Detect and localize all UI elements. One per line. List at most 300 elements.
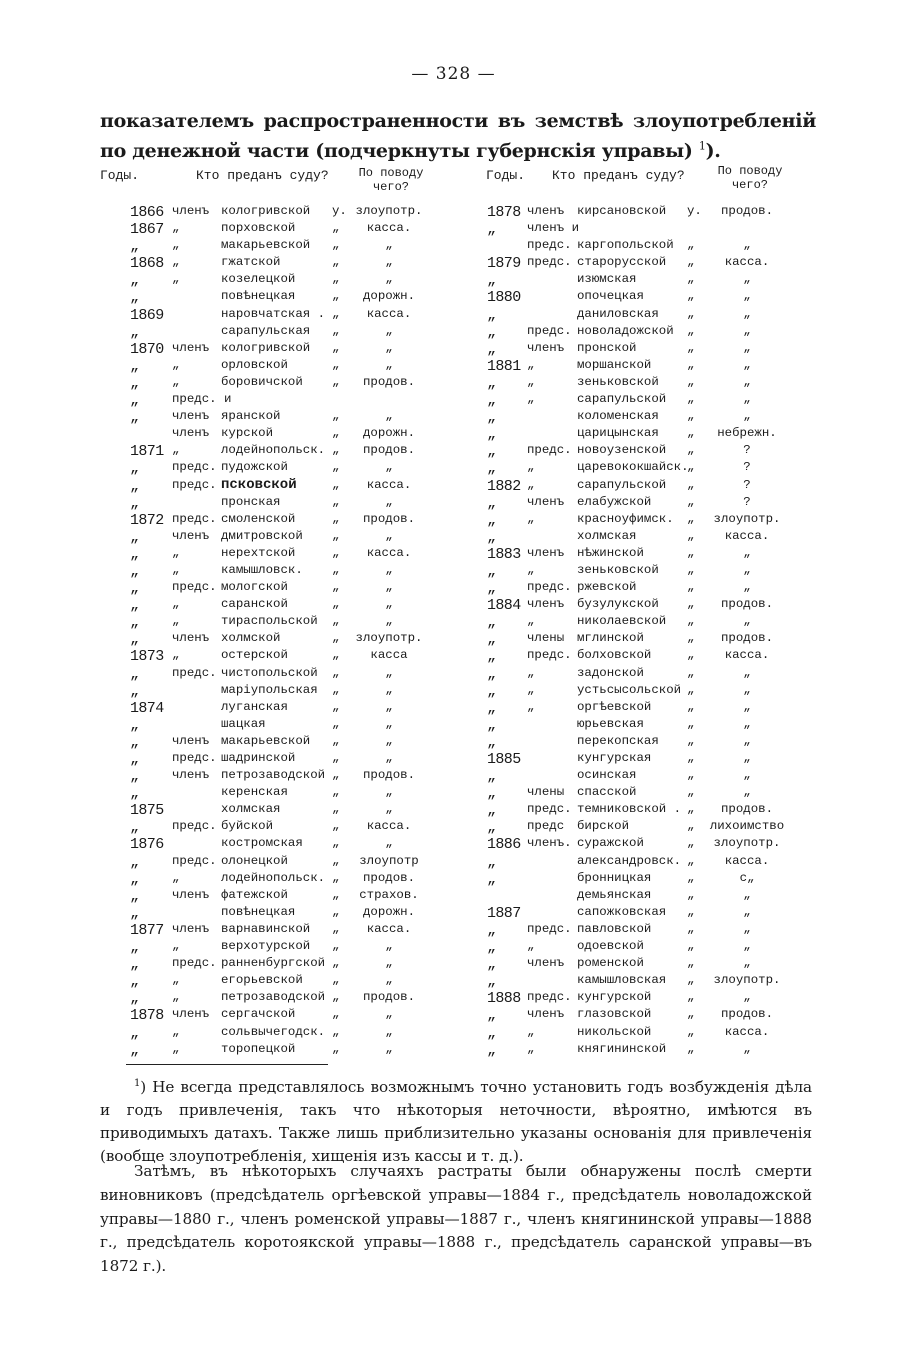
district-mark-cell: „ — [332, 511, 340, 526]
role-cell: членъ и — [527, 221, 580, 236]
district-mark-cell: „ — [687, 426, 695, 441]
place-cell: курской — [221, 426, 274, 441]
year-cell: 1880 — [487, 289, 521, 307]
year-cell: „ — [130, 494, 139, 512]
year-cell: „ — [130, 323, 139, 341]
place-cell: сарапульской — [577, 477, 667, 492]
role-cell: „ — [172, 939, 180, 954]
reason-cell: „ — [385, 1007, 393, 1022]
role-cell: предс. — [172, 580, 217, 595]
reason-cell: злоупотр. — [713, 973, 781, 988]
reason-cell: продов. — [720, 1007, 774, 1022]
reason-cell: „ — [385, 956, 393, 971]
year-cell: „ — [487, 682, 496, 700]
place-cell: кологривской — [221, 340, 311, 355]
year-cell: „ — [130, 460, 139, 478]
year-cell: „ — [130, 853, 139, 871]
role-cell: предс. — [527, 648, 572, 663]
table-row — [0, 374, 453, 391]
table-row — [453, 1024, 907, 1041]
year-cell: „ — [130, 357, 139, 375]
district-mark-cell: „ — [687, 545, 695, 560]
year-cell: „ — [487, 580, 496, 598]
table-row — [453, 254, 907, 271]
reason-cell: „ — [385, 699, 393, 714]
role-cell: членъ — [172, 409, 210, 424]
district-mark-cell: „ — [687, 631, 695, 646]
place-cell: оргѣевской — [577, 699, 652, 714]
district-mark-cell: „ — [332, 921, 340, 936]
district-mark-cell: „ — [332, 716, 340, 731]
place-cell: бирской — [577, 819, 630, 834]
table-row — [453, 733, 907, 750]
year-cell: „ — [487, 426, 496, 444]
role-cell: „ — [172, 357, 180, 372]
place-cell: фатежской — [221, 887, 288, 902]
role-cell: членъ — [527, 597, 565, 612]
district-mark-cell: „ — [332, 426, 340, 441]
role-cell: „ — [172, 973, 180, 988]
year-cell: „ — [487, 716, 496, 734]
role-cell: „ — [527, 939, 535, 954]
year-cell: „ — [130, 562, 139, 580]
district-mark-cell: „ — [687, 272, 695, 287]
reason-cell: „ — [743, 956, 751, 971]
role-cell: предс. — [172, 477, 217, 492]
year-cell: „ — [130, 1041, 139, 1059]
table-row — [453, 562, 907, 579]
place-cell: ржевской — [577, 580, 637, 595]
table-row — [453, 665, 907, 682]
reason-cell: „ — [385, 255, 393, 270]
table-row — [0, 613, 453, 630]
role-cell: предс. — [527, 323, 572, 338]
reason-cell: „ — [385, 494, 393, 509]
left-table — [0, 203, 453, 1058]
reason-cell: дорожн. — [362, 904, 416, 919]
footnote-reference: 1 — [698, 139, 706, 153]
table-row — [0, 699, 453, 716]
table-row — [453, 511, 907, 528]
table-row — [0, 682, 453, 699]
role-cell: членъ — [527, 956, 565, 971]
place-cell: макарьевской — [221, 733, 311, 748]
reason-cell: „ — [743, 323, 751, 338]
intro-text: показателемъ распространенности въ земствѣ злоупотребленій по денежной части (подчеркнуты губернскія управы) — [100, 110, 816, 162]
role-cell: членъ — [172, 1007, 210, 1022]
table-row — [453, 801, 907, 818]
role-cell: предс. — [527, 238, 572, 253]
table-row — [453, 288, 907, 305]
year-cell: 1866 — [130, 204, 164, 221]
place-cell: зеньковской — [577, 562, 659, 577]
reason-cell: ? — [743, 443, 751, 458]
table-row — [453, 340, 907, 357]
place-cell: александровск. — [577, 853, 682, 868]
place-cell: варнавинской — [221, 921, 311, 936]
district-mark-cell: „ — [687, 648, 695, 663]
year-cell: „ — [130, 392, 139, 410]
role-cell: членъ — [172, 340, 210, 355]
table-row — [0, 203, 453, 220]
year-cell: „ — [487, 323, 496, 341]
table-row — [0, 357, 453, 374]
reason-cell: касса. — [724, 853, 770, 868]
role-cell: „ — [527, 699, 535, 714]
table-row — [453, 818, 907, 835]
reason-cell: „ — [385, 323, 393, 338]
table-row — [453, 613, 907, 630]
reason-cell: касса. — [366, 477, 412, 492]
place-cell: темниковской . — [577, 802, 682, 817]
place-cell: суражской — [577, 836, 644, 851]
district-mark-cell: „ — [687, 238, 695, 253]
district-mark-cell: „ — [332, 836, 340, 851]
place-cell: красноуфимск. — [577, 511, 674, 526]
place-cell: порховской — [221, 221, 296, 236]
role-cell: предс. — [172, 751, 217, 765]
reason-cell: злоупотр. — [713, 511, 781, 526]
right-header-reason — [708, 164, 792, 192]
place-cell: макарьевской — [221, 238, 311, 253]
district-mark-cell: „ — [687, 904, 695, 919]
year-cell: „ — [487, 306, 496, 324]
district-mark-cell: „ — [332, 255, 340, 270]
table-row — [0, 665, 453, 682]
table-row — [0, 870, 453, 887]
place-cell: каргопольской — [577, 238, 674, 253]
district-mark-cell: „ — [332, 665, 340, 680]
year-cell: „ — [130, 631, 139, 649]
reason-cell: „ — [385, 238, 393, 253]
year-cell: „ — [487, 221, 496, 239]
year-cell: „ — [487, 1041, 496, 1059]
role-cell: „ — [172, 870, 180, 885]
reason-cell: продов. — [362, 374, 416, 389]
place-cell: кирсановской — [577, 204, 667, 218]
role-cell: предс. — [527, 580, 572, 595]
district-mark-cell: „ — [332, 1024, 340, 1039]
district-mark-cell: „ — [687, 323, 695, 338]
district-mark-cell: у. — [687, 204, 702, 218]
year-cell: „ — [487, 768, 496, 786]
reason-cell: касса. — [366, 545, 412, 560]
reason-cell: „ — [743, 562, 751, 577]
place-cell: наровчатская . — [221, 306, 326, 321]
table-row — [0, 220, 453, 237]
reason-cell: „ — [385, 939, 393, 954]
role-cell: „ — [527, 562, 535, 577]
place-cell: елабужской — [577, 494, 652, 509]
place-cell: шацкая — [221, 716, 266, 731]
table-row — [0, 733, 453, 750]
year-cell: 1885 — [487, 751, 521, 768]
district-mark-cell: „ — [687, 665, 695, 680]
role-cell: „ — [172, 1041, 180, 1056]
district-mark-cell: „ — [687, 939, 695, 954]
role-cell: предс. — [527, 921, 572, 936]
place-cell: царевококшайск. — [577, 460, 689, 475]
year-cell: „ — [487, 870, 496, 888]
left-header-reason-line2: чего? — [372, 180, 409, 194]
district-mark-cell: „ — [687, 1024, 695, 1039]
table-row — [453, 835, 907, 852]
district-mark-cell: „ — [687, 289, 695, 304]
reason-cell: „ — [743, 374, 751, 389]
place-cell: пудожской — [221, 460, 288, 475]
place-cell: дмитровской — [221, 528, 303, 543]
place-cell: сольвычегодск. — [221, 1024, 326, 1039]
district-mark-cell: „ — [332, 648, 340, 663]
role-cell: предс. — [172, 819, 217, 834]
table-row — [453, 1041, 907, 1058]
table-row — [453, 767, 907, 784]
year-cell: „ — [130, 614, 139, 632]
role-cell: „ — [527, 460, 535, 475]
reason-cell: „ — [385, 665, 393, 680]
reason-cell: касса — [370, 648, 408, 663]
reason-cell: „ — [385, 751, 393, 765]
reason-cell: „ — [743, 699, 751, 714]
role-cell: члены — [527, 631, 565, 646]
reason-cell: страхов. — [359, 887, 419, 902]
reason-cell: „ — [743, 990, 751, 1005]
table-row — [0, 784, 453, 801]
role-cell: „ — [527, 665, 535, 680]
year-cell: „ — [487, 511, 496, 529]
place-cell: сапожковская — [577, 904, 667, 919]
role-cell: членъ — [172, 733, 210, 748]
reason-cell: „ — [743, 785, 751, 800]
district-mark-cell: „ — [332, 853, 340, 868]
place-cell: керенская — [221, 785, 288, 800]
table-row — [0, 271, 453, 288]
role-cell: „ — [172, 238, 180, 253]
role-cell: предс — [527, 819, 565, 834]
table-row — [0, 459, 453, 476]
table-row — [0, 425, 453, 442]
right-table — [453, 203, 907, 1058]
place-cell: пронская — [221, 494, 281, 509]
place-cell: мглинской — [577, 631, 644, 646]
footnote-rule — [126, 1064, 328, 1065]
reason-cell: „ — [385, 528, 393, 543]
table-row — [453, 647, 907, 664]
place-cell: костромская — [221, 836, 303, 851]
table-row — [453, 203, 907, 220]
district-mark-cell: „ — [687, 477, 695, 492]
year-cell: „ — [487, 614, 496, 632]
district-mark-cell: „ — [687, 751, 695, 765]
place-cell: павловской — [577, 921, 652, 936]
footnote-text: ) Не всегда представлялось возможнымъ точно установить годъ возбужденія дѣла и годъ привлеченія, такъ что нѣкоторыя неточности, вѣроятно, имѣются въ приводимыхъ датахъ. Также лишь приблизительно указаны основанія для привлеченія (вообще злоупотребленія, хищенія изъ кассы и т. д.). — [100, 1078, 812, 1165]
right-header-reason-line2: чего? — [731, 178, 768, 192]
year-cell: 1882 — [487, 477, 521, 495]
place-cell: сарапульской — [577, 392, 667, 407]
reason-cell: „ — [743, 768, 751, 783]
place-cell: нѣжинской — [577, 545, 644, 560]
role-cell: „ — [527, 1041, 535, 1056]
year-cell: 1878 — [130, 1007, 164, 1025]
table-row — [453, 442, 907, 459]
year-cell: „ — [130, 665, 139, 683]
role-cell: предс. — [172, 460, 217, 475]
role-cell: предс. — [527, 802, 572, 817]
reason-cell: „ — [385, 716, 393, 731]
place-cell: мологской — [221, 580, 288, 595]
place-cell: опочецкая — [577, 289, 644, 304]
reason-cell: злоупотр — [359, 853, 419, 868]
year-cell: 1876 — [130, 836, 164, 854]
year-cell: „ — [130, 409, 139, 427]
role-cell: „ — [527, 1024, 535, 1039]
table-row — [453, 459, 907, 476]
year-cell: 1879 — [487, 255, 521, 273]
year-cell: 1877 — [130, 921, 164, 939]
district-mark-cell: „ — [332, 751, 340, 765]
place-cell: демьянская — [577, 887, 652, 902]
district-mark-cell: „ — [332, 904, 340, 919]
table-row — [453, 716, 907, 733]
role-cell: членъ — [172, 631, 210, 646]
district-mark-cell: „ — [332, 973, 340, 988]
year-cell: „ — [487, 562, 496, 580]
role-cell: „ — [527, 511, 535, 526]
reason-cell: „ — [743, 306, 751, 321]
place-cell: петрозаводской — [221, 768, 326, 783]
table-row — [453, 1006, 907, 1023]
place-cell: бронницкая — [577, 870, 652, 885]
year-cell: „ — [487, 802, 496, 820]
place-cell: княгининской — [577, 1041, 667, 1056]
district-mark-cell: „ — [687, 870, 695, 885]
place-cell: повѣнецкая — [221, 289, 296, 304]
district-mark-cell: „ — [332, 357, 340, 372]
page-number: — 328 — — [411, 64, 496, 84]
role-cell: „ — [527, 392, 535, 407]
year-cell: 1875 — [130, 802, 164, 820]
reason-cell: „ — [385, 562, 393, 577]
table-row — [453, 528, 907, 545]
reason-cell: „ — [385, 460, 393, 475]
district-mark-cell: „ — [332, 580, 340, 595]
role-cell: „ — [172, 1024, 180, 1039]
year-cell: „ — [487, 340, 496, 358]
reason-cell: продов. — [720, 597, 774, 612]
role-cell: „ — [172, 255, 180, 270]
district-mark-cell: „ — [687, 597, 695, 612]
place-cell: лодейнопольск. — [221, 870, 326, 885]
table-row — [453, 887, 907, 904]
left-header-reason-line1: По поводу — [358, 166, 424, 180]
place-cell: остерской — [221, 648, 288, 663]
table-row — [0, 1041, 453, 1058]
reason-cell: ? — [743, 477, 751, 492]
district-mark-cell: „ — [332, 323, 340, 338]
place-cell: повѣнецкая — [221, 904, 296, 919]
role-cell: предс. — [172, 511, 217, 526]
place-cell: холмская — [221, 802, 281, 817]
role-cell: предс. — [172, 665, 217, 680]
role-cell: „ — [172, 648, 180, 663]
district-mark-cell: „ — [687, 699, 695, 714]
table-row — [0, 647, 453, 664]
table-row — [453, 938, 907, 955]
reason-cell: „ — [743, 1041, 751, 1056]
reason-cell: дорожн. — [362, 289, 416, 304]
year-cell: „ — [130, 289, 139, 307]
district-mark-cell: „ — [332, 887, 340, 902]
year-cell: 1871 — [130, 443, 164, 461]
reason-cell: продов. — [362, 443, 416, 458]
reason-cell: „ — [743, 580, 751, 595]
district-mark-cell: „ — [332, 939, 340, 954]
table-row — [453, 271, 907, 288]
district-mark-cell: „ — [332, 597, 340, 612]
reason-cell: „ — [743, 409, 751, 424]
district-mark-cell: „ — [332, 870, 340, 885]
table-row — [453, 408, 907, 425]
place-cell: смоленской — [221, 511, 296, 526]
table-row — [453, 425, 907, 442]
role-cell: „ — [172, 443, 180, 458]
reason-cell: „ — [385, 1041, 393, 1056]
district-mark-cell: „ — [687, 255, 695, 270]
district-mark-cell: „ — [687, 409, 695, 424]
footnote-number: 1 — [134, 1077, 141, 1089]
left-header-reason — [352, 166, 430, 194]
table-row — [0, 528, 453, 545]
year-cell: „ — [130, 545, 139, 563]
district-mark-cell: „ — [687, 374, 695, 389]
reason-cell: ? — [743, 494, 751, 509]
table-row — [453, 477, 907, 494]
reason-cell: „ — [385, 973, 393, 988]
role-cell: „ — [172, 221, 180, 236]
reason-cell: „ — [743, 665, 751, 680]
reason-cell: дорожн. — [362, 426, 416, 441]
table-row — [0, 340, 453, 357]
role-cell: „ — [172, 597, 180, 612]
role-cell: „ — [172, 545, 180, 560]
role-cell: члены — [527, 785, 565, 800]
reason-cell: злоупотр. — [713, 836, 781, 851]
table-row — [453, 904, 907, 921]
place-cell: спасской — [577, 785, 637, 800]
place-cell: тираспольской — [221, 614, 318, 629]
district-mark-cell: „ — [687, 921, 695, 936]
role-cell: членъ — [527, 494, 565, 509]
table-row — [0, 237, 453, 254]
place-cell: глазовской — [577, 1007, 652, 1022]
place-cell: никольской — [577, 1024, 652, 1039]
district-mark-cell: „ — [332, 733, 340, 748]
place-cell: сергачской — [221, 1007, 296, 1022]
reason-cell: „ — [743, 392, 751, 407]
reason-cell: „ — [385, 1024, 393, 1039]
role-cell: предс. — [172, 956, 217, 971]
place-cell: чистопольской — [221, 665, 318, 680]
table-row — [0, 887, 453, 904]
place-cell: кологривской — [221, 204, 311, 218]
table-row — [0, 1006, 453, 1023]
year-cell: „ — [487, 494, 496, 512]
reason-cell: касса. — [366, 306, 412, 321]
table-row — [0, 853, 453, 870]
role-cell: членъ — [527, 204, 565, 218]
year-cell: 1883 — [487, 545, 521, 563]
year-cell: „ — [130, 528, 139, 546]
